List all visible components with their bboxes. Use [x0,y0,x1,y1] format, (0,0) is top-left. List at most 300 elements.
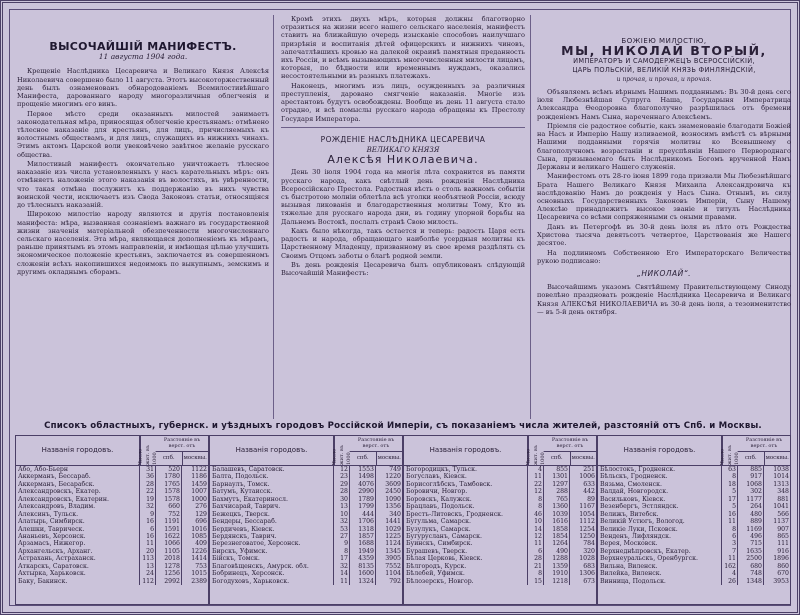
city-population: 13 [334,503,350,510]
city-population: 4 [528,466,544,473]
table-row [210,578,402,585]
grace-line: БОЖІЕЮ МИЛОСТІЮ, [621,37,707,45]
city-population: 12 [334,466,350,473]
distance-moscow: 1896 [773,555,789,563]
header-population: Число жит. въ 1000. [334,436,350,465]
table-row [210,555,402,562]
city-name: Бѣлгородъ, Курск. [404,563,528,570]
distance-moscow: 1441 [385,518,401,526]
city-name: Благовѣщенскъ, Амурск. обл. [210,563,334,570]
city-name: Александровскъ, Екатерин. [16,496,140,503]
distance-spb: 1591 [156,526,182,533]
header-name: Названія городовъ. [210,436,334,465]
distance-spb: 2990 [350,488,376,495]
city-population: 28 [140,481,156,488]
city-population: 22 [528,481,544,488]
distance-spb: 1068 [738,481,764,488]
table-row [16,511,208,518]
city-name: Березнеговатое, Херсонск. [210,540,334,547]
distance-moscow: 111 [777,540,789,548]
city-table [404,436,598,604]
distance-spb: 917 [738,473,764,480]
distance-moscow: 633 [583,480,595,488]
distance-spb: 1688 [350,540,376,547]
distance-moscow: 1167 [579,503,595,511]
city-population: 7 [722,548,738,555]
table-row [404,540,596,547]
table-row [16,548,208,555]
city-name: Буинскъ, Симбирск. [404,540,528,547]
city-name: Бѣльскъ, Гродненск. [598,473,722,480]
distance-spb: 1789 [350,496,376,503]
city-name: Винница, Подольск. [598,578,722,585]
distance-moscow: 1029 [385,525,401,533]
table-row [598,555,790,562]
distance-spb: 1348 [738,578,764,585]
distance-moscow: 7552 [385,562,401,570]
distance-spb: 1264 [544,540,570,547]
city-population: 13 [140,563,156,570]
birth-subheading: ВЕЛИКАГО КНЯЗЯ [366,146,440,155]
paragraph: Данъ въ Петергофѣ въ 30-й день іюля въ лѣто отъ Рождества Христова тысяча девятьсотъ четвертое, Царствованія же Нашего десятое. [537,222,791,248]
city-name: Бугульма, Самарск. [404,518,528,525]
header-population: Число жит. въ 1000. [528,436,544,465]
header-moscow: москвы. [377,454,401,461]
manifesto-date: 11 августа 1904 года. [98,52,188,62]
city-population: 8 [334,548,350,555]
table-row [210,473,402,480]
distance-moscow: 753 [195,562,207,570]
signature: „НИКОЛАЙ“. [636,269,691,279]
city-population: 6 [528,548,544,555]
city-name: Алатырь, Симбирск. [16,518,140,525]
city-name: Або, Або-Бьерн [16,466,140,473]
distance-spb: 1360 [544,503,570,510]
city-name: Бирскъ, Уфимск. [210,548,334,555]
city-population: 12 [528,533,544,540]
city-population: 24 [140,570,156,577]
column-divider [273,15,274,419]
table-row [404,570,596,577]
distance-moscow: 683 [583,562,595,570]
table-row [598,496,790,503]
distance-moscow: 1054 [579,510,595,518]
paragraph: Какъ было нѣкогда, такъ остается и теперь: радость Царя есть радость и народа, обращающаго наиболѣе усердныя молитвы къ Царственному Младенцу, призванному въ свое время раздѣлять съ Своимъ Отцомъ заботы о благѣ родной земли. [281,227,525,260]
city-name: Боровичи, Новгор. [404,488,528,495]
distance-spb: 1297 [544,481,570,488]
table-row [16,488,208,495]
table-row [404,466,596,473]
city-population: 20 [140,548,156,555]
city-name: Арзамасъ, Нижегор. [16,540,140,547]
header-moscow: москвы. [183,454,207,461]
city-name: Барнаулъ, Томск. [210,481,334,488]
city-name: Балта, Подольск. [210,473,334,480]
city-population: 16 [722,511,738,518]
distance-spb: 4359 [350,555,376,562]
distance-spb: 855 [544,466,570,473]
distance-moscow: 1313 [773,480,789,488]
table-row [404,518,596,525]
distance-spb: 1854 [544,533,570,540]
city-name: Богуславъ, Кіевск. [404,473,528,480]
emperor-title-1: ИМПЕРАТОРЪ И САМОДЕРЖЕЦЪ ВСЕРОССІЙСКІЙ, [573,57,755,66]
city-population: 27 [334,533,350,540]
paragraph: Высочайшимъ указомъ Святѣйшему Правительствующему Синоду повелѣно праздновать рожденіе Наслѣдника Цесаревича и Великаго Князя АЛЕКСѢЯ НИКОЛАЕВИЧА въ 30-й день іюля, а тезоименитство — въ 5-й день октября. [537,283,791,316]
paragraph: На подлинномъ Собственною Его Императорскаго Величества рукою подписано: [537,248,791,265]
distance-moscow: 1090 [385,495,401,503]
city-population: 10 [334,511,350,518]
distance-moscow: 1124 [385,540,401,548]
distance-spb: 490 [544,548,570,555]
distance-spb: 1622 [156,533,182,540]
distance-moscow: 673 [583,577,595,585]
distance-spb: 1498 [350,473,376,480]
distance-spb: 1706 [350,518,376,525]
table-row [16,526,208,533]
city-name: Бурашевъ, Тверск. [404,548,528,555]
table-row [210,570,402,577]
table-row [404,578,596,585]
city-population: 8 [528,570,544,577]
distance-spb: 2018 [156,555,182,562]
city-population: 4 [722,570,738,577]
distance-moscow: 1007 [191,488,207,496]
distance-spb: 680 [738,563,764,570]
distance-moscow: 860 [777,562,789,570]
table-header [404,436,596,466]
table-row [16,466,208,473]
header-moscow: москвы. [571,454,595,461]
city-name: Брестъ-Литовскъ, Гродненск. [404,511,528,518]
city-name: Алешки, Таврическ. [16,526,140,533]
header-distance-label: Разстояніе въ верст. отъ [738,436,790,452]
distance-spb: 1169 [738,526,764,533]
table-row [210,526,402,533]
distance-moscow: 320 [583,547,595,555]
table-header [16,436,208,466]
table-row [598,563,790,570]
city-population: 12 [528,488,544,495]
distance-moscow: 1220 [385,473,401,481]
city-population: 14 [334,570,350,577]
table-row [16,481,208,488]
distance-moscow: 1186 [191,473,207,481]
table-row [404,533,596,540]
city-population: 16 [140,533,156,540]
distance-moscow: 1225 [385,532,401,540]
city-name: Великій Устюгъ, Вологод. [598,518,722,525]
distance-moscow: 1345 [385,547,401,555]
city-population: 29 [334,481,350,488]
table-row [598,548,790,555]
table-row [16,563,208,570]
city-population: 30 [334,496,350,503]
city-name: Бендеры, Бессараб. [210,518,334,525]
header-spb: спб. [350,452,377,465]
distance-spb: 1039 [544,511,570,518]
city-name: Ананьевъ, Херсонск. [16,533,140,540]
distance-spb: 496 [738,533,764,540]
paragraph: Широкою милостію народу являются и другія постановленія манифеста: мѣра, вызванная сознаніемъ важнаго въ государственной жизни значенія матеріальной обезпеченности многочисленнаго сельскаго населенія. Эта мѣра, являющаяся дополненіемъ къ мѣрамъ, раньше принятымъ въ этомъ направленіи, и имѣющая цѣлью улучшить экономическое положеніе крестьянъ, заключается въ совершенномъ сложеніи всѣхъ накопившихся недоимокъ по выкупнымъ, земскимъ и другимъ окладнымъ сборамъ. [17,210,269,276]
table-row [210,488,402,495]
distance-spb: 1359 [544,563,570,570]
city-table [210,436,404,604]
distance-moscow: 1085 [191,532,207,540]
table-row [16,496,208,503]
distance-moscow: 3953 [773,577,789,585]
paragraph: Пріемля сіе радостное событіе, какъ знаменованіе благодати Божіей на Насъ и Имперію Нашу изливаемой, возносимъ вмѣстѣ съ вѣрными Нашими подданными горячія молитвы ко Всевышнему о благополучномъ возрастаніи и преуспѣяніи Нашего Первороднаго Сына, призываемаго быть Наслѣдникомъ Богомъ врученной Намъ Державы и великаго Нашего служенія. [537,122,791,172]
city-population: 8 [722,473,738,480]
distance-moscow: 1137 [773,518,789,526]
distance-spb: 660 [156,503,182,510]
distance-spb: 1278 [156,563,182,570]
city-name: Верея, Московск. [598,540,722,547]
city-name: Вязьма, Смоленск. [598,481,722,488]
table-row [210,518,402,525]
table-row [210,548,402,555]
city-population: 18 [722,481,738,488]
distance-moscow: 907 [777,525,789,533]
city-population: 11 [722,518,738,525]
distance-moscow: 1014 [773,473,789,481]
birth-heading: РОЖДЕНІЕ НАСЛѢДНИКА ЦЕСАРЕВИЧА [320,134,486,144]
city-population: 10 [528,518,544,525]
table-row [404,488,596,495]
city-name: Богодуховъ, Харьковск. [210,578,334,585]
header-distance [738,436,790,465]
distance-spb: 2992 [156,578,182,585]
distance-moscow: 3905 [385,555,401,563]
distance-spb: 480 [738,511,764,518]
distance-moscow: 1356 [385,503,401,511]
distance-moscow: 1006 [579,473,595,481]
distance-spb: 1616 [544,518,570,525]
city-name: Аткарскъ, Саратовск. [16,563,140,570]
distance-moscow: 566 [777,510,789,518]
city-name: Бѣлозерскъ, Новгор. [404,578,528,585]
column-divider [530,15,531,419]
table-row [210,496,402,503]
city-name: Батумъ, Кутаисск. [210,488,334,495]
distance-spb: 2500 [738,555,764,562]
distance-spb: 1780 [156,473,182,480]
city-name: Бежецкъ, Тверск. [210,511,334,518]
city-name: Великіе Луки, Псковск. [598,526,722,533]
city-name: Венденъ, Лифляндск. [598,533,722,540]
header-distance [156,436,208,465]
distance-spb: 765 [544,496,570,503]
city-name: Александровскъ, Екатер. [16,488,140,495]
header-distance-label: Разстояніе въ верст. отъ [350,436,402,452]
distance-moscow: 1414 [191,555,207,563]
table-row [598,540,790,547]
header-spb: спб. [156,452,183,465]
header-name: Названія городовъ. [598,436,722,465]
city-name: Борисоглѣбскъ, Тамбовск. [404,481,528,488]
table-row [210,466,402,473]
city-name: Васильковъ, Кіевск. [598,496,722,503]
header-population: Число жит. въ 1000. [140,436,156,465]
city-population: 26 [722,578,738,585]
city-name: Бердичевъ, Кіевск. [210,526,334,533]
city-table [16,436,210,604]
header-spb: спб. [544,452,571,465]
city-population: 6 [140,526,156,533]
table-row [210,511,402,518]
distance-spb: 288 [544,488,570,495]
distance-spb: 748 [738,570,764,577]
table-row [16,473,208,480]
city-table [598,436,790,604]
city-name: Аккерманъ, Бессараб. [16,473,140,480]
city-list-title: Списокъ областныхъ, губернск. и уѣздныхъ городовъ Россійской Имперіи, съ показаніемъ числа жителей, разстояній отъ Спб. и Москвы. [44,421,762,431]
city-name: Александровъ, Владим. [16,503,140,510]
distance-moscow: 865 [777,532,789,540]
distance-moscow: 1122 [191,466,207,473]
distance-moscow: 2450 [385,488,401,496]
city-population: 9 [140,511,156,518]
city-population: 11 [334,578,350,585]
emperor-title-2: ЦАРЬ ПОЛЬСКІЙ, ВЕЛИКІЙ КНЯЗЬ ФИНЛЯНДСКІЙ, [572,65,756,74]
distance-moscow: 276 [195,503,207,511]
table-row [16,540,208,547]
column-birth [281,15,525,420]
table-header [598,436,790,466]
distance-moscow: 3609 [385,480,401,488]
header-population: Число жит. въ 1000. [722,436,738,465]
city-population: 23 [334,473,350,480]
distance-moscow: 340 [389,510,401,518]
city-name: Велижъ, Витебск. [598,511,722,518]
city-population: 11 [722,555,738,562]
paragraph: Въ день рожденія Цесаревича былъ опубликованъ слѣдующій Высочайшій Манифестъ: [281,261,525,278]
city-name: Архангельскъ, Арханг. [16,548,140,555]
table-row [404,548,596,555]
distance-spb: 1288 [544,555,570,562]
distance-spb: 1324 [350,578,376,585]
distance-spb: 302 [738,488,764,495]
city-population: 17 [722,496,738,503]
distance-moscow: 1000 [191,495,207,503]
distance-moscow: 1104 [385,570,401,578]
table-row [598,466,790,473]
header-name: Названія городовъ. [16,436,140,465]
city-name: Брацлавъ, Подольск. [404,503,528,510]
table-row [404,503,596,510]
city-name: Аккерманъ, Бесарабск. [16,481,140,488]
distance-moscow: 792 [389,577,401,585]
header-distance-label: Разстояніе въ верст. отъ [544,436,596,452]
city-population: 112 [140,578,156,585]
distance-spb: 885 [738,466,764,473]
city-population: 32 [334,518,350,525]
paragraph: Кромѣ этихъ двухъ мѣръ, которыя должны благотворно отразиться на жизни всего нашего сельскаго населенія, манифестъ ставитъ на ближайшую очередь изысканіе способовъ наилучшаго призрѣнія и воспитанія дѣтей офицерскихъ и нижнихъ чиновъ, запечатлѣвшихъ кровью на далекой окраинѣ памятныя преданность ихъ Россіи, и всѣмъ вызывающихъ многочисленныя милости лицамъ, которыя, по бѣдности или временнымъ нуждамъ, оказались несостоятельными въ разныхъ платежахъ. [281,15,525,81]
table-row [404,496,596,503]
table-row [598,473,790,480]
distance-spb: 1910 [544,570,570,577]
distance-spb: 1949 [350,548,376,555]
table-header [210,436,402,466]
distance-spb: 1857 [350,533,376,540]
city-name: Верхнеуральскъ, Оренбургск. [598,555,722,562]
table-row [404,526,596,533]
city-population: 36 [140,473,156,480]
distance-spb: 889 [738,518,764,525]
heir-name: Алексѣя Николаевича. [327,153,479,167]
distance-moscow: 881 [777,495,789,503]
distance-spb: 1578 [156,496,182,503]
table-row [598,511,790,518]
distance-moscow: 1226 [191,547,207,555]
distance-moscow: 442 [583,488,595,496]
distance-spb: 520 [156,466,182,473]
distance-spb: 1218 [544,578,570,585]
city-name: Верхнеднѣпровскъ, Екатер. [598,548,722,555]
header-distance-label: Разстояніе въ верст. отъ [156,436,208,452]
city-name: Бобринецъ, Херсонск. [210,570,334,577]
distance-moscow: 251 [583,466,595,473]
distance-moscow: 670 [777,570,789,578]
city-population: 11 [528,540,544,547]
city-name: Валдай, Новгородск. [598,488,722,495]
header-name: Названія городовъ. [404,436,528,465]
table-row [598,526,790,533]
distance-spb: 1578 [156,488,182,495]
city-name: Баку, Бакинск. [16,578,140,585]
city-population: 31 [140,466,156,473]
distance-moscow: 749 [389,466,401,473]
etc-line: и прочая, и прочая, и прочая. [616,75,712,83]
header-distance [350,436,402,465]
table-row [210,540,402,547]
distance-spb: 1301 [544,473,570,480]
city-name: Боровскъ, Калужск. [404,496,528,503]
distance-moscow: 89 [587,495,595,503]
city-population: 3 [722,540,738,547]
city-name: Бійскъ, Томск. [210,555,334,562]
city-population: 113 [140,555,156,562]
city-population: 46 [528,511,544,518]
city-name: Алексинъ, Тульск. [16,511,140,518]
distance-spb: 1765 [156,481,182,488]
city-population: 5 [722,488,738,495]
city-population: 32 [140,503,156,510]
header-spb: спб. [738,452,765,465]
distance-spb: 264 [738,503,764,510]
city-population: 8 [528,503,544,510]
city-population: 5 [722,503,738,510]
distance-spb: 1553 [350,466,376,473]
table-row [210,563,402,570]
paragraph: Первое мѣсто среди оказанныхъ милостей занимаетъ законодательная мѣра, приносящая облегченіе крестьянамъ: отмѣнено тѣлесное наказаніе для крестьянъ, для лицъ, причисляемыхъ къ волостнымъ обществамъ, и для лицъ, служащихъ въ нижнихъ чинахъ. Этимъ актомъ Царской воли увековѣчено завѣтное желаніе русскаго общества. [17,109,269,159]
city-name: Астрахань, Астраханск. [16,555,140,562]
distance-moscow: 1459 [191,480,207,488]
distance-moscow: 1015 [191,570,207,578]
distance-spb: 4076 [350,481,376,488]
paragraph: День 30 іюля 1904 года на многія лѣта сохранится въ памяти русскаго народа, какъ свѣтлый день рожденія Наслѣдника Всероссійскаго Престола. Радостная вѣсть о столь важномъ событіи съ быстротою молніи облетѣла всѣ уголки необъятной Россіи, всюду вызывая ликованія и благодарственныя молитвы Тому, Кто въ тяжелые для русскаго народа дни, въ годину упорной борьбы на Дальнемъ Востокѣ, послалъ странѣ Свою милость. [281,168,525,226]
distance-moscow: 696 [195,518,207,526]
city-name: Ахтырка, Харьковск. [16,570,140,577]
table-row [16,578,208,585]
table-row [210,481,402,488]
distance-spb: 1799 [350,503,376,510]
distance-moscow: 1028 [579,555,595,563]
distance-moscow: 2389 [191,577,207,585]
city-tables [15,435,791,605]
table-row [598,481,790,488]
city-name: Балашевъ, Саратовск. [210,466,334,473]
